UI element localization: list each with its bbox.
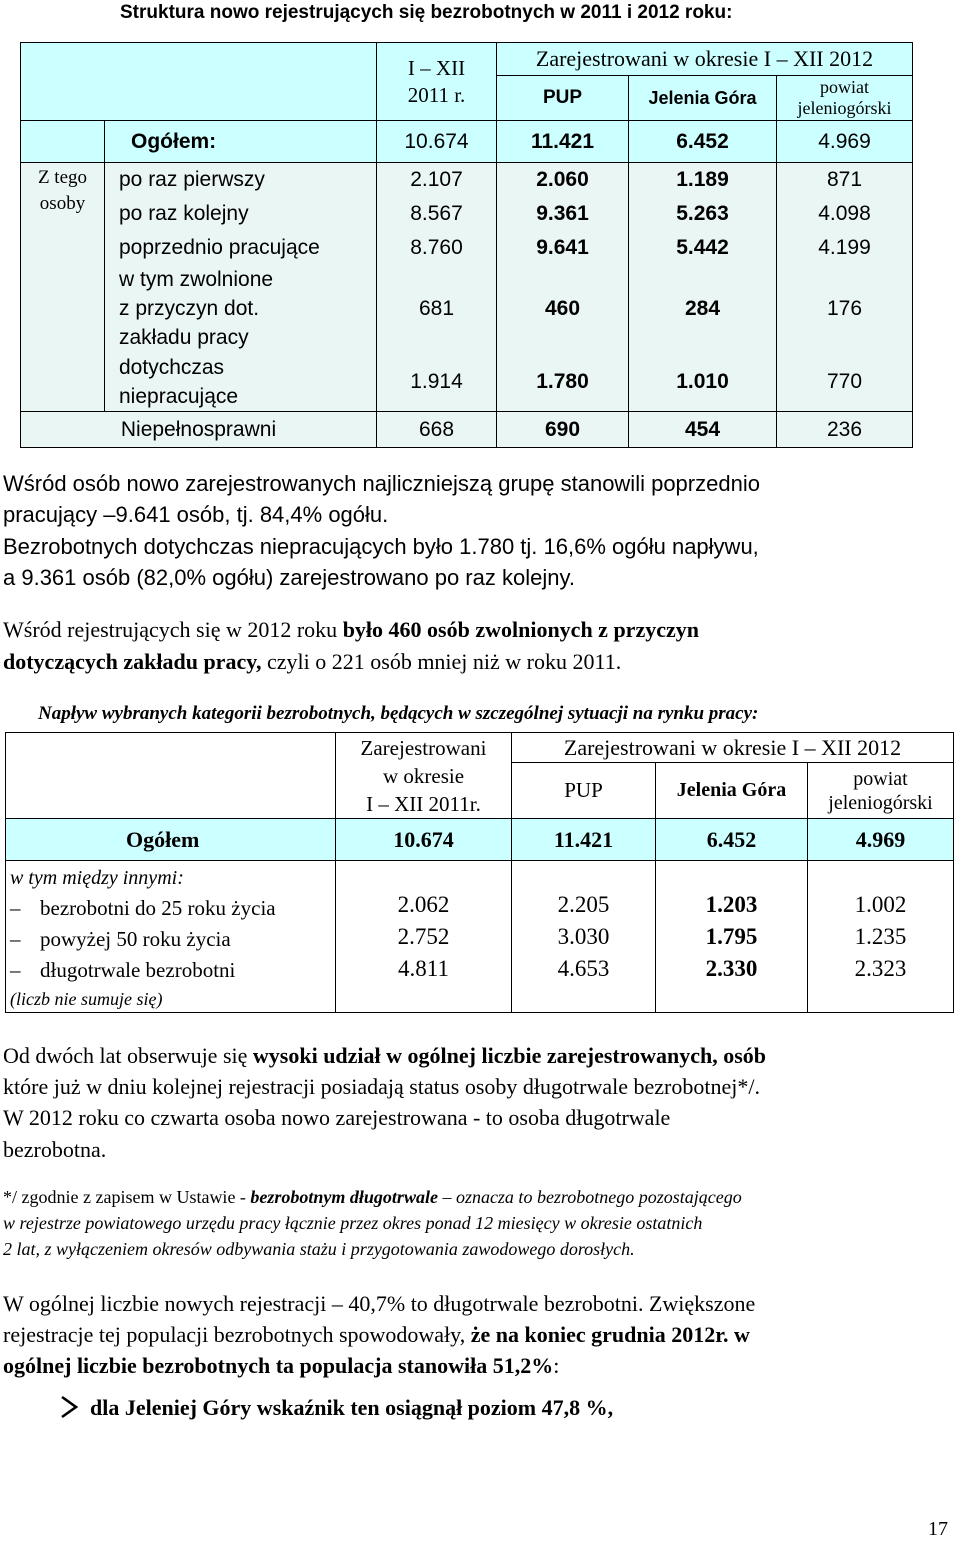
row-label-multiline: w tym zwolnione z przyczyn dot. zakładu pracy xyxy=(119,268,274,349)
footnote-line3: 2 lat, z wyłączeniem okresów odbywania stażu i przygotowania zawodowego dorosłych. xyxy=(3,1239,635,1259)
value-cell: 176 xyxy=(826,297,863,320)
value-cell: 2.107 xyxy=(410,168,463,191)
row-label-multiline: dotychczas niepracujące xyxy=(119,356,239,408)
inflow-table xyxy=(5,732,954,1013)
value-cell: 1.914 xyxy=(410,370,463,393)
header-2011: I – XII 2011 r. xyxy=(377,43,497,121)
t2-col-2011 xyxy=(336,861,512,1013)
header-jelenia-gora: Jelenia Góra xyxy=(629,76,777,121)
row-label: po raz kolejny xyxy=(119,202,249,225)
value-cell: 2.323 xyxy=(854,956,907,981)
col-jg-values xyxy=(629,163,777,412)
value-cell: 5.442 xyxy=(676,236,729,259)
value-cell: 5.263 xyxy=(676,202,729,225)
header-pup: PUP xyxy=(497,76,629,121)
row-label: poprzednio pracujące xyxy=(119,236,320,259)
ogolem-pup: 11.421 xyxy=(497,121,629,163)
value-cell: 2.752 xyxy=(397,924,450,949)
category-labels xyxy=(105,163,377,412)
value-cell: 9.361 xyxy=(536,202,589,225)
value-cell: 2.060 xyxy=(536,168,589,191)
t2-col-pup xyxy=(512,861,656,1013)
value-cell: 1.189 xyxy=(676,168,729,191)
para1-line1: Wśród osób nowo zarejestrowanych najliczniejszą grupę stanowili poprzednio xyxy=(3,471,760,496)
t2-col-jg xyxy=(656,861,808,1013)
t2-intro: w tym między innymi: xyxy=(10,867,184,889)
para3-line2: które już w dniu kolejnej rejestracji posiadają status osoby długotrwale bezrobotnej*/. xyxy=(3,1074,760,1099)
t2-header-empty xyxy=(6,733,336,819)
dash-icon: – xyxy=(10,927,21,951)
value-cell: 4.811 xyxy=(398,956,449,981)
t2-ogolem-powiat: 4.969 xyxy=(808,819,954,861)
niepelnosprawni-pup: 690 xyxy=(497,412,629,448)
para3-line1: Od dwóch lat obserwuje się wysoki udział w ogólnej liczbie zarejestrowanych, osób xyxy=(3,1043,767,1068)
ogolem-powiat: 4.969 xyxy=(777,121,913,163)
value-cell: 1.002 xyxy=(854,892,907,917)
value-cell: 4.098 xyxy=(818,202,871,225)
value-cell: 9.641 xyxy=(536,236,589,259)
value-cell: 2.205 xyxy=(557,892,610,917)
list-item: – długotrwale bezrobotni xyxy=(10,955,335,986)
ogolem-spacer xyxy=(21,121,105,163)
para3-line4: bezrobotna. xyxy=(3,1137,107,1162)
ogolem-label: Ogółem: xyxy=(105,121,377,163)
para3-line3: W 2012 roku co czwarta osoba nowo zarejestrowana - to osoba długotrwale xyxy=(3,1105,671,1130)
para1-line3: Bezrobotnych dotychczas niepracujących było 1.780 tj. 16,6% ogółu napływu, xyxy=(3,534,759,559)
niepelnosprawni-label: Niepełnosprawni xyxy=(21,412,377,448)
value-cell: 681 xyxy=(418,297,455,320)
value-cell: 284 xyxy=(684,297,721,320)
t2-header-pup: PUP xyxy=(512,763,656,819)
value-cell: 1.203 xyxy=(705,892,758,917)
table1-title: Struktura nowo rejestrujących się bezrobotnych w 2011 i 2012 roku: xyxy=(120,2,733,23)
value-cell: 2.330 xyxy=(705,956,758,981)
niepelnosprawni-2011: 668 xyxy=(377,412,497,448)
t2-header-jelenia-gora: Jelenia Góra xyxy=(656,763,808,819)
list-item: – bezrobotni do 25 roku życia xyxy=(10,893,335,924)
t2-header-2012-group: Zarejestrowani w okresie I – XII 2012 xyxy=(512,733,954,763)
value-cell: 1.795 xyxy=(705,924,758,949)
table2-title: Napływ wybranych kategorii bezrobotnych, będących w szczególnej sytuacji na rynku pracy: xyxy=(38,703,759,724)
para2-line1: Wśród rejestrujących się w 2012 roku było 460 osób zwolnionych z przyczyn xyxy=(3,617,699,642)
header-powiat: powiat jeleniogórski xyxy=(777,76,913,121)
col-2011-values xyxy=(377,163,497,412)
para2-line2: dotyczących zakładu pracy, czyli o 221 osób mniej niż w roku 2011. xyxy=(3,649,622,674)
dash-icon: – xyxy=(10,896,21,920)
value-cell: 4.199 xyxy=(818,236,871,259)
para1-line4: a 9.361 osób (82,0% ogółu) zarejestrowano po raz kolejny. xyxy=(3,565,575,590)
t2-ogolem-label: Ogółem xyxy=(6,819,336,861)
para4-line2: rejestracje tej populacji bezrobotnych spowodowały, że na koniec grudnia 2012r. w xyxy=(3,1322,750,1347)
niepelnosprawni-powiat: 236 xyxy=(777,412,913,448)
z-tego-cell: Z tego osoby xyxy=(21,163,105,412)
list-item: – powyżej 50 roku życia xyxy=(10,924,335,955)
value-cell: 2.062 xyxy=(397,892,450,917)
t2-col-powiat xyxy=(808,861,954,1013)
para1-line2: pracujący –9.641 osób, tj. 84,4% ogółu. xyxy=(3,502,389,527)
para4-line3: ogólnej liczbie bezrobotnych ta populacja stanowiła 51,2%: xyxy=(3,1353,560,1378)
value-cell: 8.760 xyxy=(410,236,463,259)
value-cell: 8.567 xyxy=(410,202,463,225)
t2-ogolem-jg: 6.452 xyxy=(656,819,808,861)
dash-icon: – xyxy=(10,958,21,982)
arrow-bullet-icon xyxy=(58,1394,80,1420)
para4-line1: W ogólnej liczbie nowych rejestracji – 40,7% to długotrwale bezrobotni. Zwiększone xyxy=(3,1291,756,1316)
t2-ogolem-pup: 11.421 xyxy=(512,819,656,861)
structure-table xyxy=(20,42,913,448)
t2-category-labels xyxy=(6,861,336,1013)
t2-header-2011: Zarejestrowani w okresie I – XII 2011r. xyxy=(336,733,512,819)
t2-note: (liczb nie sumuje się) xyxy=(10,989,163,1009)
value-cell: 1.010 xyxy=(676,370,729,393)
value-cell: 3.030 xyxy=(557,924,610,949)
value-cell: 460 xyxy=(544,297,581,320)
value-cell: 4.653 xyxy=(557,956,610,981)
header-empty-cell xyxy=(21,43,377,121)
ogolem-jg: 6.452 xyxy=(629,121,777,163)
value-cell: 1.235 xyxy=(854,924,907,949)
bullet-text: dla Jeleniej Góry wskaźnik ten osiągnął poziom 47,8 %, xyxy=(90,1395,614,1420)
t2-header-powiat: powiat jeleniogórski xyxy=(808,763,954,819)
niepelnosprawni-jg: 454 xyxy=(629,412,777,448)
col-pup-values xyxy=(497,163,629,412)
page-number: 17 xyxy=(928,1518,948,1540)
col-powiat-values xyxy=(777,163,913,412)
footnote-line2: w rejestrze powiatowego urzędu pracy łącznie przez okres ponad 12 miesięcy w okresie ostatnich xyxy=(3,1213,703,1233)
footnote-line1: */ zgodnie z zapisem w Ustawie - bezrobotnym długotrwale – oznacza to bezrobotnego pozostającego xyxy=(3,1187,742,1207)
header-2012-group: Zarejestrowani w okresie I – XII 2012 xyxy=(497,43,913,76)
ogolem-2011: 10.674 xyxy=(377,121,497,163)
value-cell: 770 xyxy=(826,370,863,393)
value-cell: 1.780 xyxy=(536,370,589,393)
value-cell: 871 xyxy=(826,168,863,191)
t2-ogolem-2011: 10.674 xyxy=(336,819,512,861)
row-label: po raz pierwszy xyxy=(119,168,265,191)
